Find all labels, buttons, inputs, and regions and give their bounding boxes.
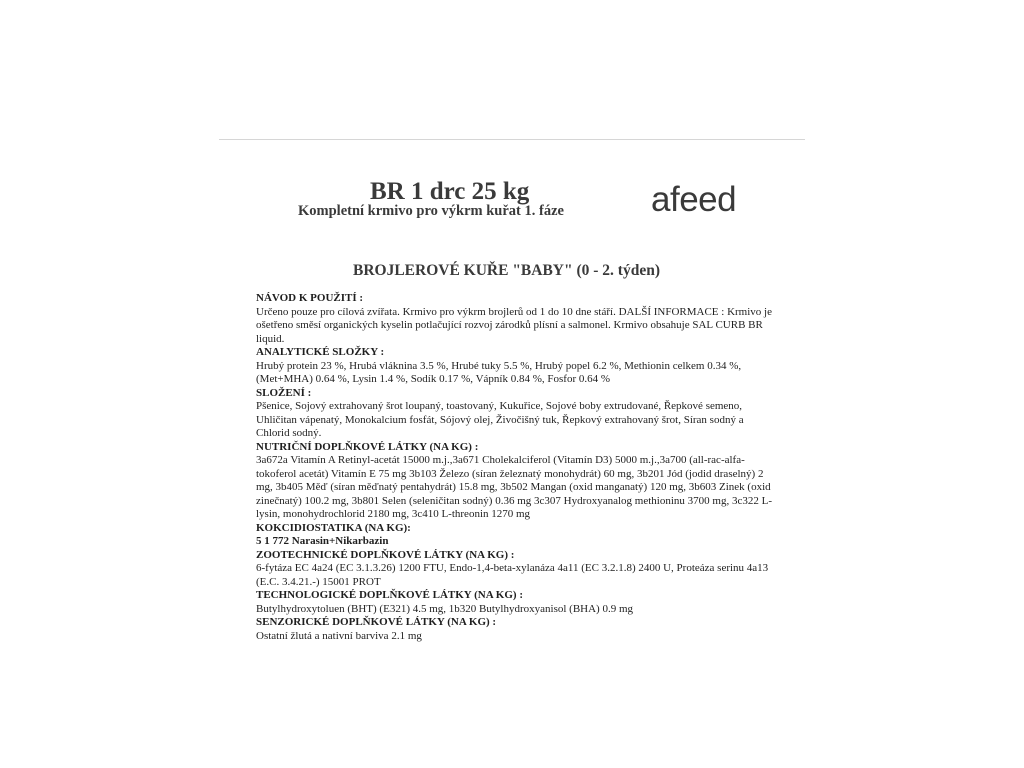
label-content bbox=[256, 292, 778, 643]
product-title: BR 1 drc 25 kg bbox=[370, 178, 530, 205]
section-text-composition: Pšenice, Sojový extrahovaný šrot loupaný, toastovaný, Kukuřice, Sojové boby extrudované, Řepkové semeno, Uhličitan vápenatý, Monokalcium fosfát, Sójový olej, Živočišný tuk, Řepkový extrahovaný šrot, Síran sodný a Chlorid sodný. bbox=[256, 400, 744, 439]
section-text-technological: Butylhydroxytoluen (BHT) (E321) 4.5 mg, 1b320 Butylhydroxyanisol (BHA) 0.9 mg bbox=[256, 602, 634, 615]
section-title-technological: TECHNOLOGICKÉ DOPLŇKOVÉ LÁTKY (NA KG) : bbox=[256, 589, 523, 601]
product-subtitle: Kompletní krmivo pro výkrm kuřat 1. fáze bbox=[298, 203, 564, 219]
section-text-instructions: Určeno pouze pro cílová zvířata. Krmivo pro výkrm brojlerů od 1 do 10 dne stáří. DALŠÍ INFORMACE : Krmivo je ošetřeno směsí organických kyselin potlačující rozvoj zárodků plísní a salmonel. Krmivo obsahuje SAL CURB BR liquid. bbox=[256, 305, 772, 345]
section-text-coccidiostats: 5 1 772 Narasin+Nikarbazin bbox=[256, 535, 389, 547]
section-title-analytical: ANALYTICKÉ SLOŽKY : bbox=[256, 346, 385, 358]
section-title-zootechnical: ZOOTECHNICKÉ DOPLŇKOVÉ LÁTKY (NA KG) : bbox=[256, 548, 515, 561]
section-title-nutritional: NUTRIČNÍ DOPLŇKOVÉ LÁTKY (NA KG) : bbox=[256, 440, 479, 453]
section-title-composition: SLOŽENÍ : bbox=[256, 386, 312, 399]
section-text-analytical: Hrubý protein 23 %, Hrubá vláknina 3.5 %, Hrubé tuky 5.5 %, Hrubý popel 6.2 %, Methionin celkem 0.34 %, (Met+MHA) 0.64 %, Lysin 1.4 %, Sodík 0.17 %, Vápník 0.84 %, Fosfor 0.64 % bbox=[256, 359, 742, 385]
brand-logo: afeed bbox=[651, 180, 737, 219]
section-text-zootechnical: 6-fytáza EC 4a24 (EC 3.1.3.26) 1200 FTU, Endo-1,4-beta-xylanáza 4a11 (EC 3.2.1.8) 2400 U, Proteáza serinu 4a13 (E.C. 3.4.21.-) 15001 PROT bbox=[256, 562, 769, 588]
section-title-sensory: SENZORICKÉ DOPLŇKOVÉ LÁTKY (NA KG) : bbox=[256, 616, 497, 628]
section-text-nutritional: 3a672a Vitamín A Retinyl-acetát 15000 m.j.,3a671 Cholekalciferol (Vitamín D3) 5000 m.j.,3a700 (all-rac-alfa-tokoferol acetát) Vitamín E 75 mg 3b103 Železo (síran železnatý monohydrát) 60 mg, 3b201 Jód (jodid draselný) 2 mg, 3b405 Měď (síran měďnatý pentahydrát) 15.8 mg, 3b502 Mangan (oxid manganatý) 120 mg, 3b603 Zinek (oxid zinečnatý) 100.2 mg, 3b801 Selen (seleničitan sodný) 0.36 mg 3c307 Hydroxyanalog methioninu 3700 mg, 3c322 L-lysin, monohydrochlorid 2180 mg, 3c410 L-threonin 1270 mg bbox=[256, 454, 772, 520]
section-title-instructions: NÁVOD K POUŽITÍ : bbox=[256, 292, 364, 304]
document-heading: BROJLEROVÉ KUŘE "BABY" (0 - 2. týden) bbox=[353, 262, 660, 279]
top-divider bbox=[219, 139, 805, 140]
section-title-coccidiostats: KOKCIDIOSTATIKA (NA KG): bbox=[256, 521, 411, 534]
section-text-sensory: Ostatní žlutá a nativní barviva 2.1 mg bbox=[256, 629, 422, 642]
